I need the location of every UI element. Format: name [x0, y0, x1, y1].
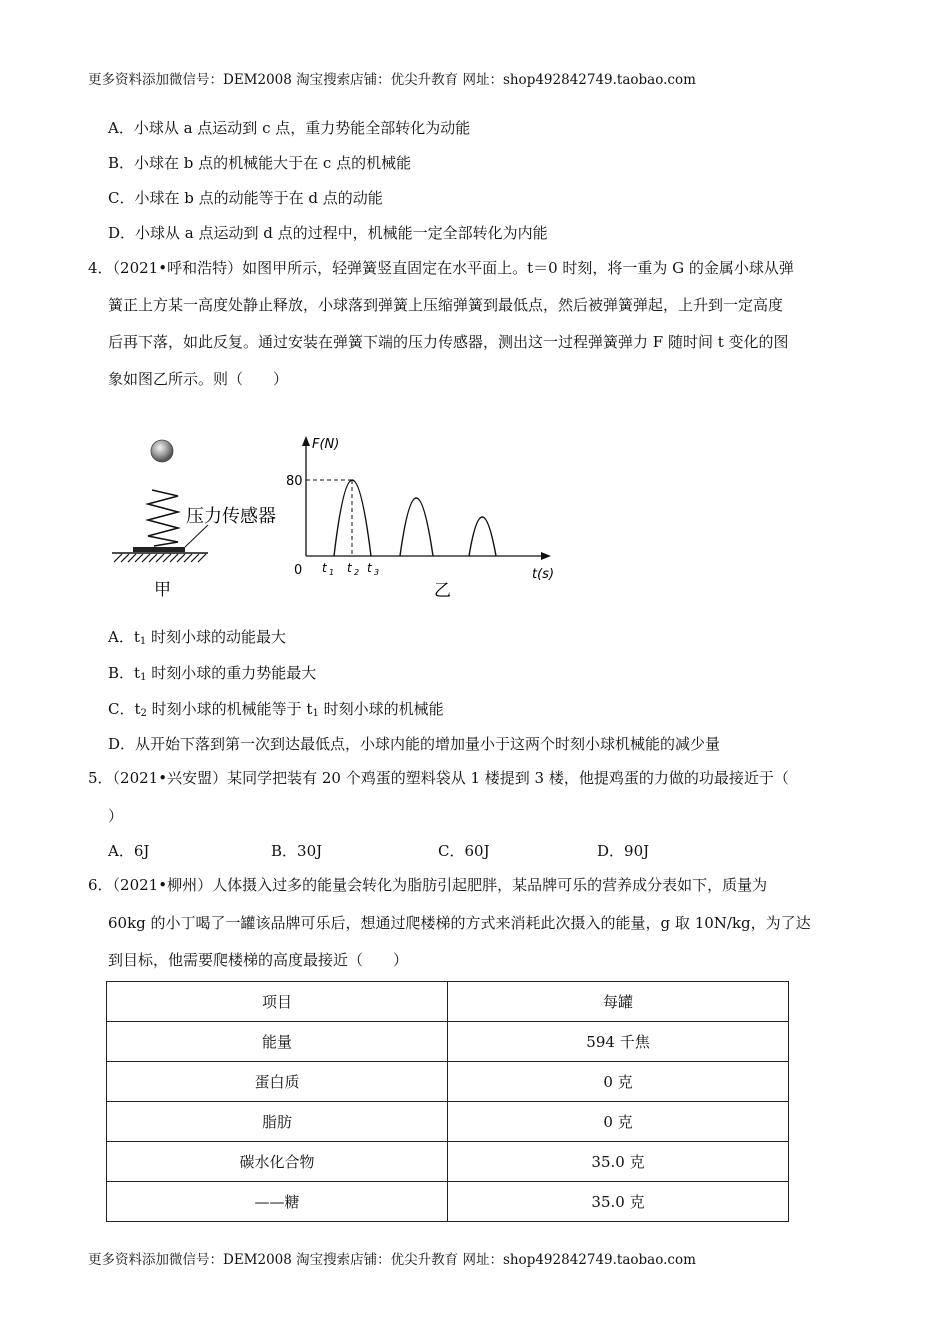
q4-option-b-rest: 时刻小球的重力势能最大: [146, 664, 317, 682]
tick-t3-t: t: [367, 561, 372, 575]
table-row: [107, 1142, 789, 1182]
q4-option-a: [108, 626, 286, 647]
q6-stem-line-3: 到目标，他需要爬楼梯的高度最接近（ ）: [108, 951, 409, 969]
label-yi: 乙: [434, 581, 451, 601]
tick-t3-sub: 3: [374, 568, 380, 577]
q4-option-b: [108, 662, 316, 683]
ground-hatch: [114, 554, 206, 562]
y-axis-label: F(N): [312, 437, 340, 452]
q4-figure: [108, 428, 568, 608]
q5-option-b: B．30J: [271, 842, 323, 860]
q4-option-c-sub: 2: [140, 708, 147, 719]
q4-option-c-text: C．t: [108, 700, 141, 718]
tick-t1-t: t: [322, 561, 327, 575]
sensor-pointer: [185, 525, 208, 547]
table-cell: 脂肪: [107, 1102, 448, 1142]
pressure-sensor: [133, 547, 185, 552]
q5-stem-line-2: ）: [108, 807, 124, 825]
table-cell: 35.0 克: [448, 1142, 789, 1182]
tick-t2-t: t: [347, 561, 352, 575]
tick-t2-sub: 2: [354, 568, 360, 577]
table-row: [107, 1062, 789, 1102]
x-axis-label: t(s): [532, 567, 555, 582]
label-jia: 甲: [154, 580, 171, 600]
q4-option-c-sub2: 1: [312, 708, 319, 719]
table-header-item: 项目: [107, 982, 448, 1022]
table-header-per-can: 每罐: [448, 982, 789, 1022]
tick-t1-sub: 1: [329, 568, 335, 577]
force-curve-2: [400, 498, 433, 556]
time-ticks: [322, 561, 379, 577]
nutrition-table: [106, 981, 789, 1222]
y-axis-arrow: [302, 436, 310, 446]
y-tick-80: 80: [286, 474, 303, 489]
metal-ball: [151, 440, 173, 462]
q3-option-b: B．小球在 b 点的机械能大于在 c 点的机械能: [108, 154, 412, 172]
table-cell: 0 克: [448, 1102, 789, 1142]
table-cell: 能量: [107, 1022, 448, 1062]
q6-stem-line-2: 60kg 的小丁喝了一罐该品牌可乐后，想通过爬楼梯的方式来消耗此次摄入的能量，g 取 10N/kg，为了达: [108, 914, 811, 932]
table-cell: 蛋白质: [107, 1062, 448, 1102]
q5-option-c: C．60J: [438, 842, 490, 860]
table-cell: ——糖: [107, 1182, 448, 1222]
q4-stem-line-1: 4．（2021•呼和浩特）如图甲所示，轻弹簧竖直固定在水平面上。t＝0 时刻，将一重为 G 的金属小球从弹: [88, 259, 794, 277]
q3-option-d: D．小球从 a 点运动到 d 点的过程中，机械能一定全部转化为内能: [108, 224, 548, 242]
table-cell: 35.0 克: [448, 1182, 789, 1222]
q4-stem-line-4: 象如图乙所示。则（ ）: [108, 370, 289, 388]
page-header: 更多资料添加微信号：DEM2008 淘宝搜索店铺：优尖升教育 网址：shop492842749.taobao.com: [88, 72, 696, 88]
q6-stem-line-1: 6．（2021•柳州）人体摄入过多的能量会转化为脂肪引起肥胖，某品牌可乐的营养成分表如下，质量为: [88, 876, 768, 894]
q3-option-c: C．小球在 b 点的动能等于在 d 点的动能: [108, 189, 383, 207]
q3-option-a: A．小球从 a 点运动到 c 点，重力势能全部转化为动能: [108, 119, 471, 137]
table-cell: 594 千焦: [448, 1022, 789, 1062]
table-cell: 碳水化合物: [107, 1142, 448, 1182]
q4-option-b-sub: 1: [140, 672, 147, 683]
q4-option-a-text: A．t: [108, 628, 140, 646]
q4-option-c-rest: 时刻小球的机械能: [318, 700, 444, 718]
q4-option-d: D．从开始下落到第一次到达最低点，小球内能的增加量小于这两个时刻小球机械能的减少量: [108, 735, 721, 753]
force-curve-3: [469, 517, 496, 556]
q4-option-c: [108, 698, 444, 719]
table-row: [107, 1022, 789, 1062]
q4-option-a-sub: 1: [139, 636, 147, 647]
page-footer: 更多资料添加微信号：DEM2008 淘宝搜索店铺：优尖升教育 网址：shop492842749.taobao.com: [88, 1252, 696, 1268]
origin-label: 0: [294, 563, 303, 578]
table-row: [107, 1182, 789, 1222]
q4-stem-line-2: 簧正上方某一高度处静止释放，小球落到弹簧上压缩弹簧到最低点，然后被弹簧弹起，上升到一定高度: [108, 296, 784, 314]
q4-option-a-rest: 时刻小球的动能最大: [146, 628, 287, 646]
q4-option-b-text: B．t: [108, 664, 141, 682]
table-cell: 0 克: [448, 1062, 789, 1102]
table-row: [107, 1102, 789, 1142]
table-row: [107, 982, 789, 1022]
sensor-label: 压力传感器: [186, 506, 276, 527]
q5-option-a: A．6J: [108, 842, 150, 860]
q4-option-c-mid: 时刻小球的机械能等于 t: [146, 700, 313, 718]
x-axis-arrow: [541, 552, 551, 560]
spring: [148, 490, 178, 546]
q4-stem-line-3: 后再下落，如此反复。通过安装在弹簧下端的压力传感器，测出这一过程弹簧弹力 F 随时间 t 变化的图: [108, 333, 789, 351]
q5-option-d: D．90J: [597, 842, 650, 860]
q5-stem-line-1: 5．（2021•兴安盟）某同学把装有 20 个鸡蛋的塑料袋从 1 楼提到 3 楼，他提鸡蛋的力做的功最接近于（: [88, 769, 789, 787]
